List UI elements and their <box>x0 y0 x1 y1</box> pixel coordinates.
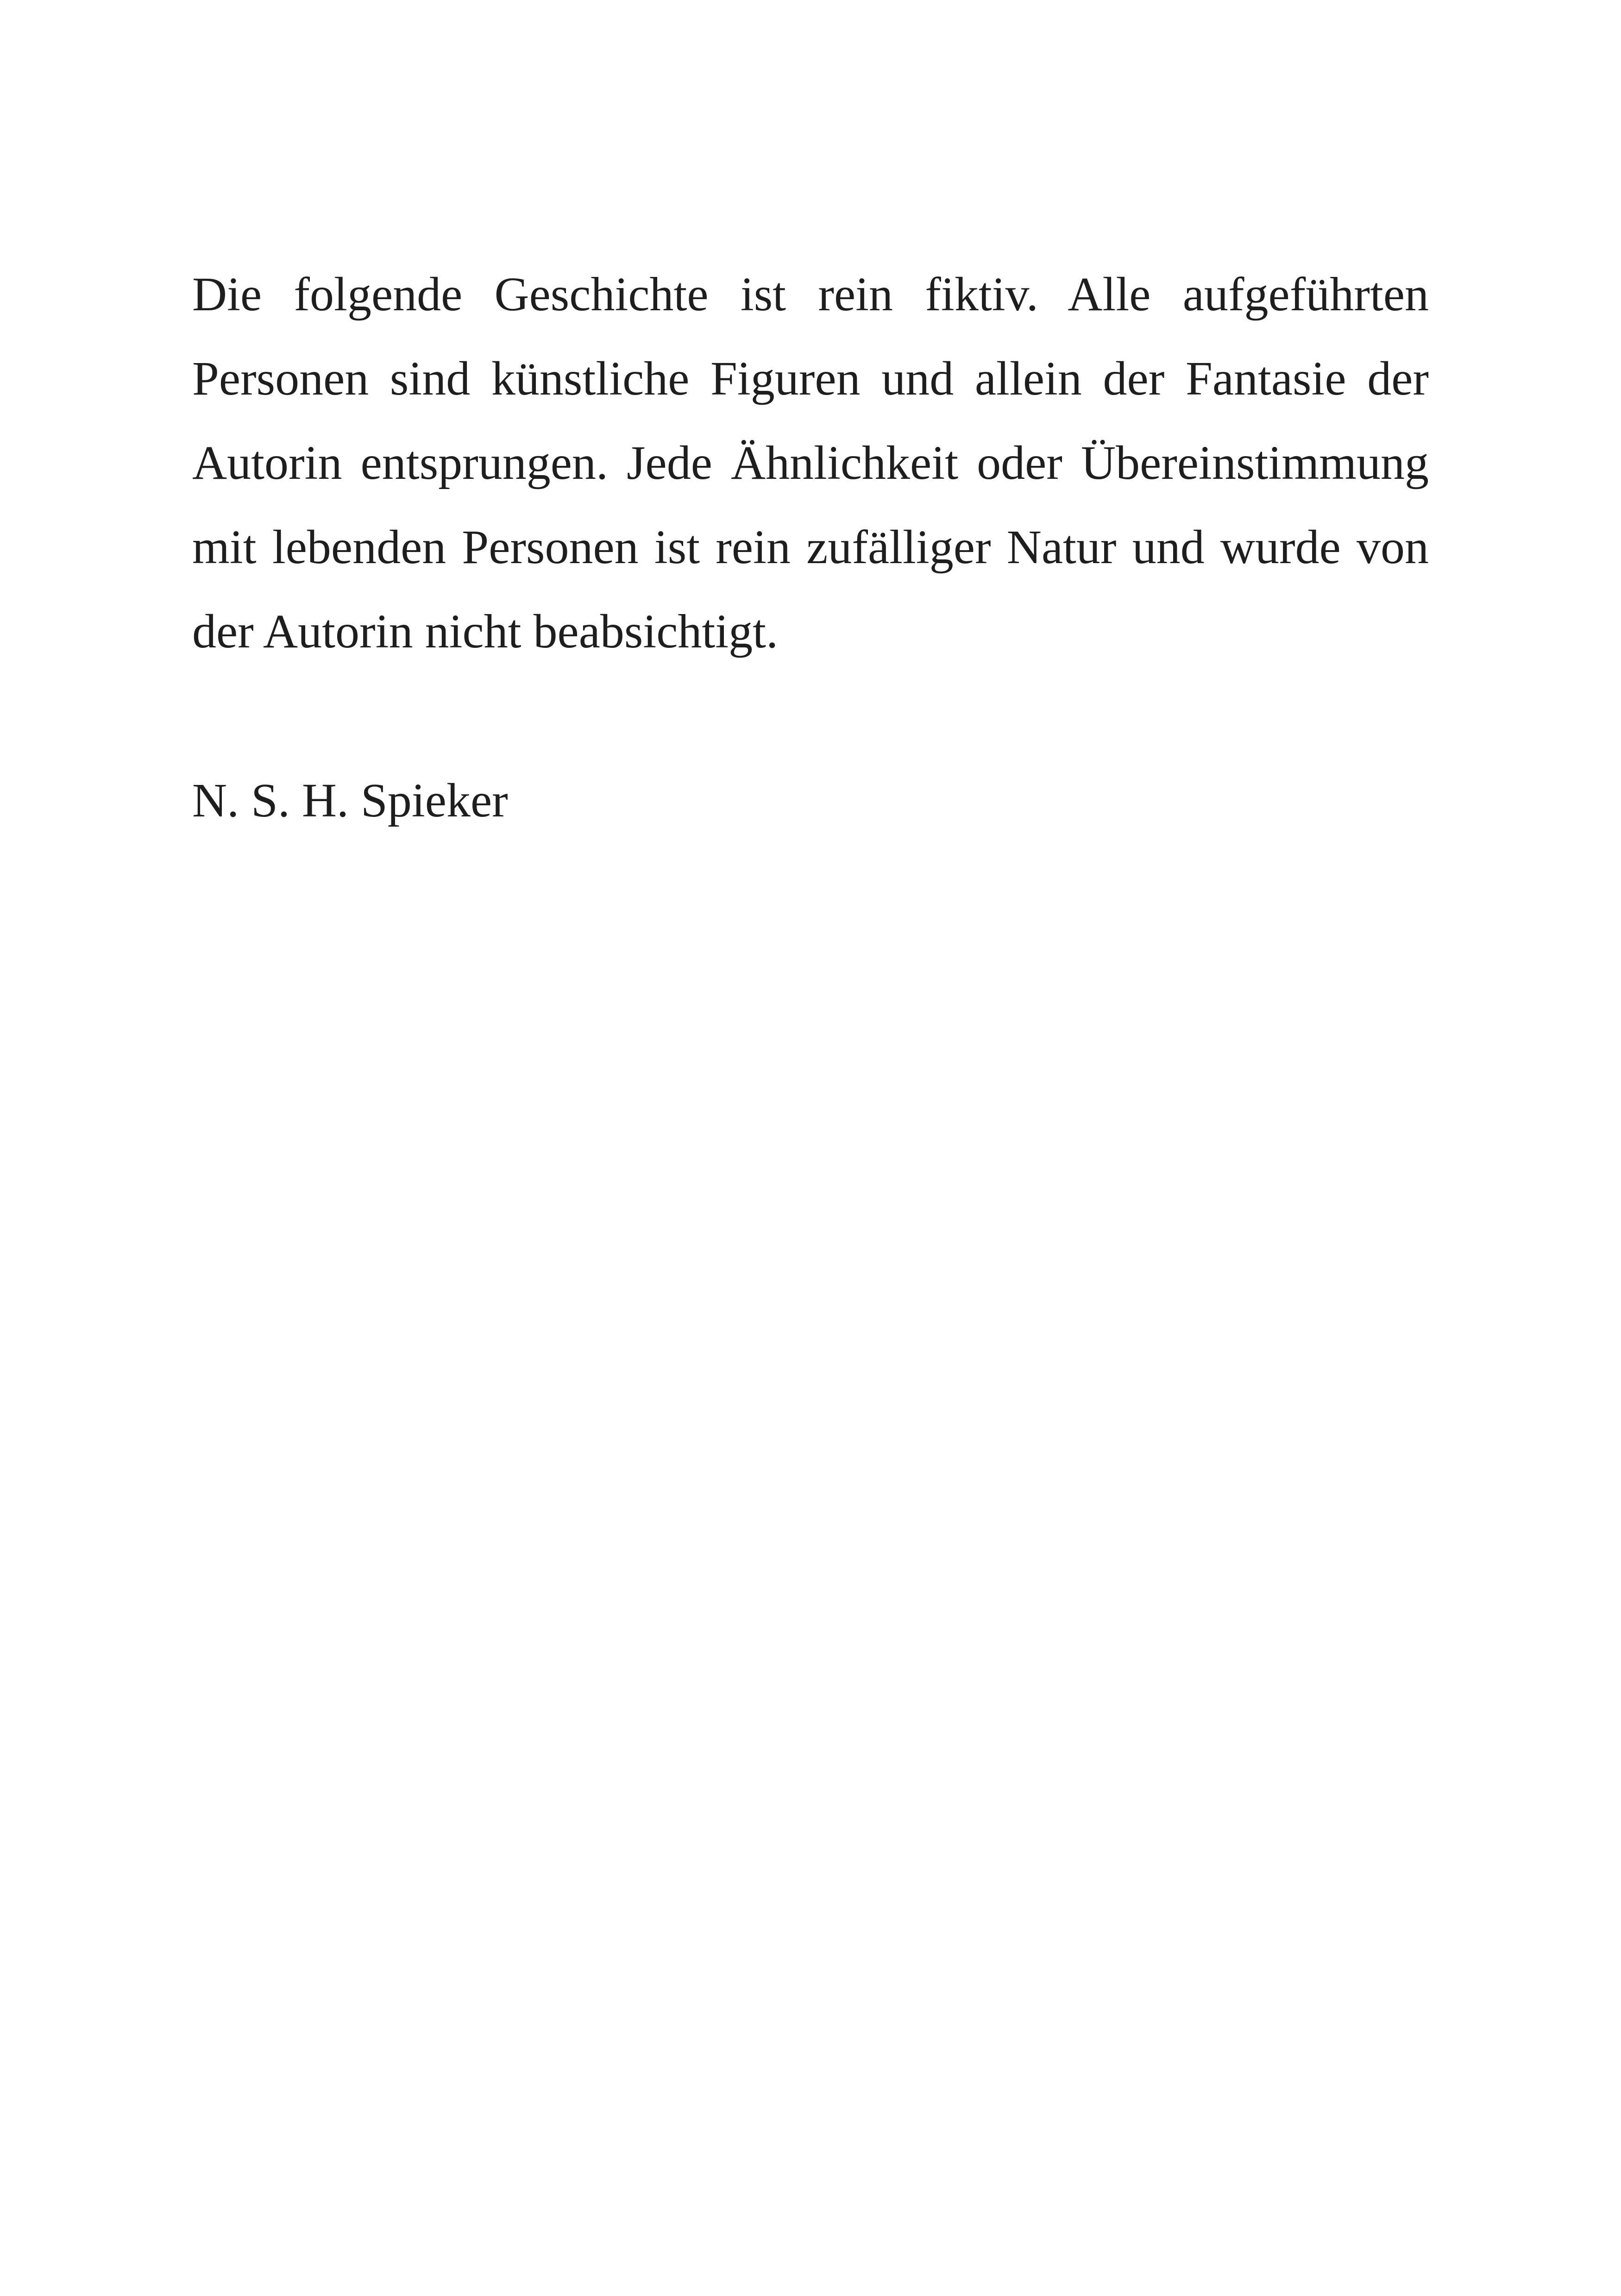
author-signature-line: N. S. H. Spieker <box>192 774 508 827</box>
disclaimer-paragraph: Die folgende Geschichte ist rein fiktiv. Alle aufgeführten Personen sind künstliche Figuren und allein der Fantasie der Autorin entsprungen. Jede Ähnlichkeit oder Übereinstimmung mit lebenden Personen ist rein zufälliger Natur und wurde von der Autorin nicht beabsichtigt. <box>192 268 1429 658</box>
